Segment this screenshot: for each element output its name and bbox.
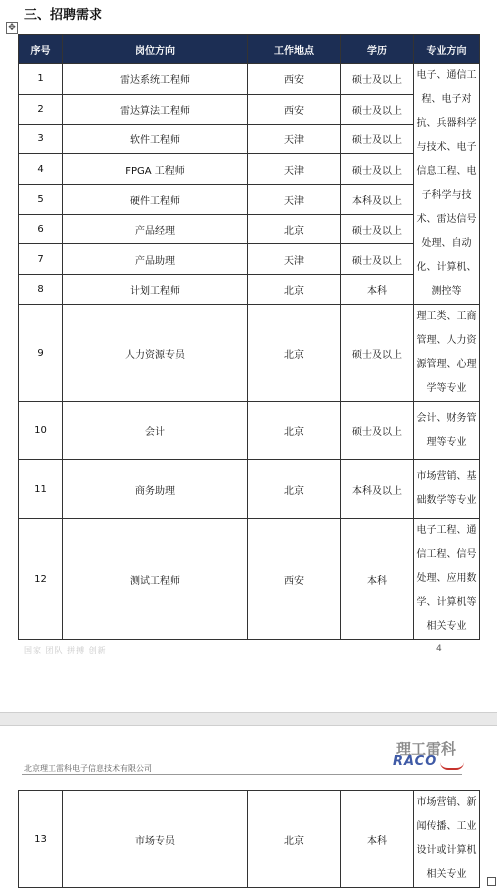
cell-location: 北京 xyxy=(248,791,341,888)
cell-education: 硕士及以上 xyxy=(341,124,414,154)
cell-no: 1 xyxy=(19,64,63,95)
page-number: 4 xyxy=(436,644,442,654)
table-header-row xyxy=(19,35,480,64)
cell-education: 本科及以上 xyxy=(341,185,414,215)
cell-education: 硕士及以上 xyxy=(341,154,414,185)
table-row xyxy=(19,185,480,215)
recruitment-table xyxy=(18,34,480,640)
cell-position: 市场专员 xyxy=(63,791,248,888)
cell-position: 人力资源专员 xyxy=(63,305,248,402)
cell-education: 本科 xyxy=(341,791,414,888)
table-row xyxy=(19,124,480,154)
cell-education: 硕士及以上 xyxy=(341,214,414,244)
cell-no: 12 xyxy=(19,519,63,640)
cell-no: 6 xyxy=(19,214,63,244)
cell-no: 7 xyxy=(19,244,63,275)
logo-swoosh-icon xyxy=(440,762,464,770)
cell-major: 市场营销、基础数学等专业 xyxy=(414,460,480,519)
cell-location: 天津 xyxy=(248,124,341,154)
cell-major-shared: 电子、通信工程、电子对抗、兵器科学与技术、电子信息工程、电子科学与技术、雷达信号处理、自动化、计算机、测控等 xyxy=(414,64,480,305)
footer-slogan: 国家 团队 拼搏 创新 xyxy=(24,646,107,655)
cell-location: 北京 xyxy=(248,402,341,460)
table-row xyxy=(19,154,480,185)
table-row xyxy=(19,94,480,124)
header-divider xyxy=(22,774,462,775)
table-row xyxy=(19,275,480,305)
cell-location: 天津 xyxy=(248,185,341,215)
cell-education: 硕士及以上 xyxy=(341,402,414,460)
cell-no: 2 xyxy=(19,94,63,124)
table-row xyxy=(19,214,480,244)
cell-position: 硬件工程师 xyxy=(63,185,248,215)
section-title: 三、招聘需求 xyxy=(24,8,103,23)
cell-no: 11 xyxy=(19,460,63,519)
company-name: 北京理工雷科电子信息技术有限公司 xyxy=(24,764,152,773)
header-major: 专业方向 xyxy=(414,35,480,64)
cell-major: 电子工程、通信工程、信号处理、应用数学、计算机等相关专业 xyxy=(414,519,480,640)
header-location: 工作地点 xyxy=(248,35,341,64)
resize-handle-icon[interactable] xyxy=(487,877,496,886)
table-row xyxy=(19,791,480,888)
page-break xyxy=(0,712,497,726)
cell-education: 硕士及以上 xyxy=(341,64,414,95)
cell-education: 硕士及以上 xyxy=(341,244,414,275)
company-logo-text: 理工雷科 xyxy=(396,740,457,758)
table-row xyxy=(19,244,480,275)
cell-position: 雷达系统工程师 xyxy=(63,64,248,95)
cell-no: 3 xyxy=(19,124,63,154)
cell-education: 本科及以上 xyxy=(341,460,414,519)
header-no: 序号 xyxy=(19,35,63,64)
cell-education: 本科 xyxy=(341,275,414,305)
cell-education: 硕士及以上 xyxy=(341,305,414,402)
cell-education: 硕士及以上 xyxy=(341,94,414,124)
cell-location: 西安 xyxy=(248,64,341,95)
cell-location: 西安 xyxy=(248,94,341,124)
table-row xyxy=(19,519,480,640)
cell-location: 天津 xyxy=(248,154,341,185)
company-logo-mark: RACO xyxy=(393,754,438,769)
table-row xyxy=(19,402,480,460)
table-row xyxy=(19,64,480,95)
cell-location: 北京 xyxy=(248,214,341,244)
cell-location: 北京 xyxy=(248,460,341,519)
cell-position: 产品经理 xyxy=(63,214,248,244)
cell-position: 会计 xyxy=(63,402,248,460)
cell-no: 8 xyxy=(19,275,63,305)
table-row xyxy=(19,305,480,402)
cell-position: 雷达算法工程师 xyxy=(63,94,248,124)
cell-major: 会计、财务管理等专业 xyxy=(414,402,480,460)
cell-major: 市场营销、新闻传播、工业设计或计算机相关专业 xyxy=(414,791,480,888)
cell-location: 北京 xyxy=(248,305,341,402)
cell-position: FPGA 工程师 xyxy=(63,154,248,185)
cell-location: 西安 xyxy=(248,519,341,640)
cell-position: 软件工程师 xyxy=(63,124,248,154)
cell-location: 天津 xyxy=(248,244,341,275)
cell-position: 商务助理 xyxy=(63,460,248,519)
cell-major: 理工类、工商管理、人力资源管理、心理学等专业 xyxy=(414,305,480,402)
cell-location: 北京 xyxy=(248,275,341,305)
cell-no: 4 xyxy=(19,154,63,185)
four-way-arrow-icon[interactable]: ✥ xyxy=(6,22,18,34)
cell-education: 本科 xyxy=(341,519,414,640)
header-education: 学历 xyxy=(341,35,414,64)
cell-no: 13 xyxy=(19,791,63,888)
cell-position: 测试工程师 xyxy=(63,519,248,640)
recruitment-table-continued xyxy=(18,790,480,888)
header-position: 岗位方向 xyxy=(63,35,248,64)
cell-no: 10 xyxy=(19,402,63,460)
cell-position: 计划工程师 xyxy=(63,275,248,305)
cell-no: 5 xyxy=(19,185,63,215)
cell-position: 产品助理 xyxy=(63,244,248,275)
cell-no: 9 xyxy=(19,305,63,402)
table-row xyxy=(19,460,480,519)
